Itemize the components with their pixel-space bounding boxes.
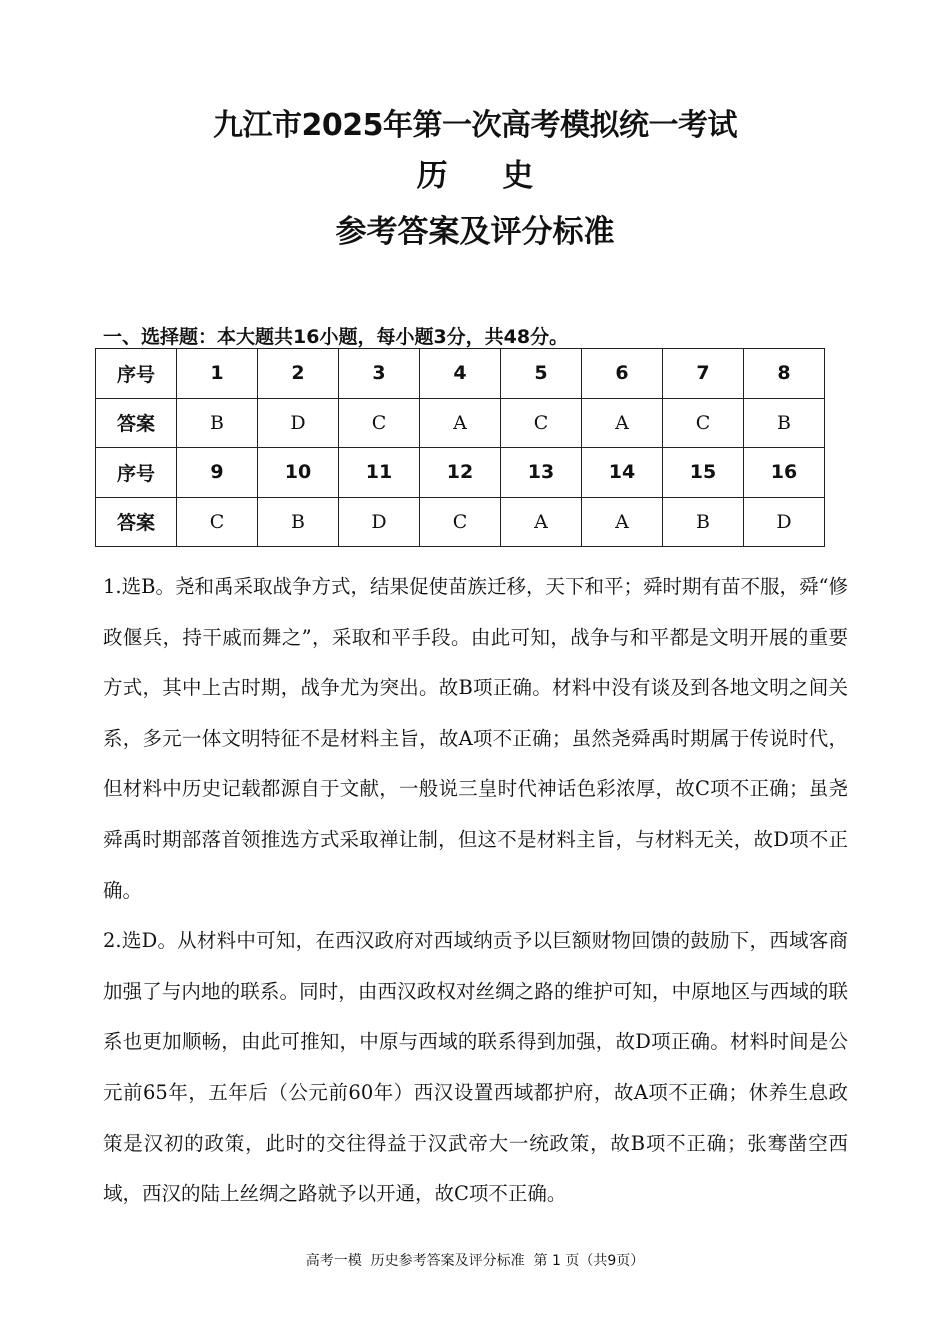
question-number: 7 (663, 349, 744, 399)
exam-title: 九江市2025年第一次高考模拟统一考试 (213, 108, 737, 143)
answer-cell: D (744, 497, 825, 547)
answer-cell: D (339, 497, 420, 547)
answer-cell: C (339, 398, 420, 448)
explanation-paragraph-2: 2.选D。从材料中可知，在西汉政府对西域纳贡予以巨额财物回馈的鼓励下，西域客商加强了与内地的联系。同时，由西汉政权对丝绸之路的维护可知，中原地区与西域的联系也更加顺畅，由此可推知，中原与西域的联系得到加强，故D项正确。材料时间是公元前65年，五年后（公元前60年）西汉设置西域都护府，故A项不正确；休养生息政策是汉初的政策，此时的交往得益于汉武帝大一统政策，故B项不正确；张骞凿空西域，西汉的陆上丝绸之路就予以开通，故C项不正确。 (103, 929, 848, 1206)
question-number: 9 (177, 448, 258, 498)
section-heading-multiple-choice: 一、选择题：本大题共16小题，每小题3分，共48分。 (103, 326, 569, 348)
page-footer: 高考一模 历史参考答案及评分标准 第 1 页（共9页） (305, 1253, 645, 1269)
answer-cell: C (501, 398, 582, 448)
row-label-number: 序号 (96, 349, 177, 399)
table-row-answers-2 (96, 497, 825, 547)
question-number: 16 (744, 448, 825, 498)
question-number: 13 (501, 448, 582, 498)
answer-cell: C (420, 497, 501, 547)
answer-cell: B (258, 497, 339, 547)
answer-cell: A (582, 497, 663, 547)
question-number: 4 (420, 349, 501, 399)
answer-cell: B (744, 398, 825, 448)
table-row-answers-1 (96, 398, 825, 448)
question-number: 5 (501, 349, 582, 399)
table-row-numbers-2 (96, 448, 825, 498)
question-number: 2 (258, 349, 339, 399)
row-label-answer: 答案 (96, 497, 177, 547)
explanations (103, 562, 848, 1220)
question-number: 6 (582, 349, 663, 399)
question-number: 11 (339, 448, 420, 498)
answer-key-title: 参考答案及评分标准 (335, 214, 615, 250)
answer-cell: A (420, 398, 501, 448)
question-number: 1 (177, 349, 258, 399)
explanation-paragraph-1: 1.选B。尧和禹采取战争方式，结果促使苗族迁移，天下和平；舜时期有苗不服，舜“修政偃兵，持干戚而舞之”，采取和平手段。由此可知，战争与和平都是文明开展的重要方式，其中上古时期，战争尤为突出。故B项正确。材料中没有谈及到各地文明之间关系，多元一体文明特征不是材料主旨，故A项不正确；虽然尧舜禹时期属于传说时代，但材料中历史记载都源自于文献，一般说三皇时代神话色彩浓厚，故C项不正确；虽尧舜禹时期部落首领推选方式采取禅让制，但这不是材料主旨，与材料无关，故D项不正确。 (103, 575, 848, 902)
table-row-numbers-1 (96, 349, 825, 399)
answer-cell: D (258, 398, 339, 448)
answer-cell: A (501, 497, 582, 547)
answer-cell: C (663, 398, 744, 448)
question-number: 3 (339, 349, 420, 399)
subject-title: 历 史 (416, 158, 556, 194)
row-label-answer: 答案 (96, 398, 177, 448)
answer-cell: C (177, 497, 258, 547)
row-label-number: 序号 (96, 448, 177, 498)
question-number: 10 (258, 448, 339, 498)
answer-cell: B (663, 497, 744, 547)
question-number: 8 (744, 349, 825, 399)
answer-cell: B (177, 398, 258, 448)
answer-table (95, 348, 825, 547)
question-number: 14 (582, 448, 663, 498)
question-number: 12 (420, 448, 501, 498)
answer-cell: A (582, 398, 663, 448)
question-number: 15 (663, 448, 744, 498)
